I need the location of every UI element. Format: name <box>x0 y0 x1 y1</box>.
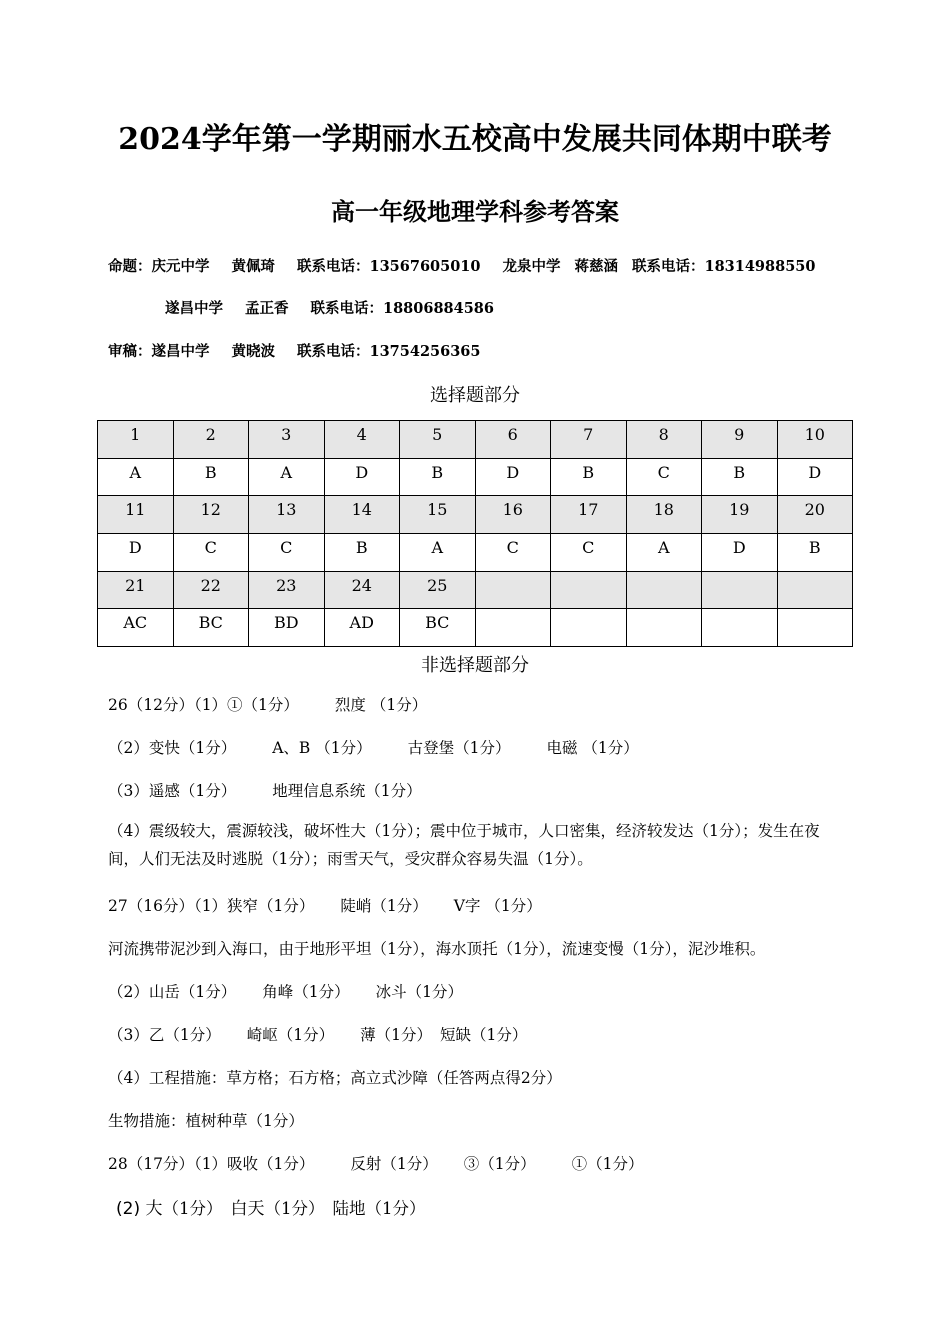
q26-part3-answer-b: 地理信息系统（1分） <box>272 782 422 800</box>
question-number-cell <box>626 571 702 609</box>
credit-reviewer-school: 审稿：遂昌中学 <box>108 343 210 360</box>
question-number-cell <box>475 571 551 609</box>
question-number-row <box>98 421 853 459</box>
q26-line-2 <box>108 736 639 758</box>
q27-part3-answer-d: 短缺（1分） <box>439 1026 528 1044</box>
q27-part3-answer-c: 薄（1分） <box>360 1026 432 1044</box>
answer-cell: C <box>249 534 325 572</box>
q28-part2-score-b: （1分） <box>264 1199 325 1218</box>
credit-author3-phone: 联系电话：18806884586 <box>310 300 494 317</box>
answer-cell <box>777 609 853 647</box>
answer-cell: D <box>475 458 551 496</box>
answer-cell: B <box>324 534 400 572</box>
question-number-cell: 7 <box>551 421 627 459</box>
q27-line-4 <box>108 1023 527 1045</box>
q28-part2-answer-a: (2) 大 <box>116 1199 163 1219</box>
page-subtitle: 高一年级地理学科参考答案 <box>331 197 619 226</box>
q27-line-5: （4）工程措施：草方格；石方格；高立式沙障（任答两点得2分） <box>108 1069 562 1087</box>
q26-line-1 <box>108 693 427 715</box>
answer-cell <box>626 609 702 647</box>
answer-cell: BC <box>173 609 249 647</box>
question-number-cell: 6 <box>475 421 551 459</box>
question-number-cell: 8 <box>626 421 702 459</box>
q26-part1-answer: 26（12分）（1）①（1分） <box>108 696 299 714</box>
credit-author3-name: 孟正香 <box>245 300 289 317</box>
question-number-cell: 25 <box>400 571 476 609</box>
credit-author2-school: 龙泉中学 <box>502 258 561 275</box>
q26-part4-answer: （4）震级较大，震源较浅，破坏性大（1分）；震中位于城市，人口密集，经济较发达（1分）；发生在夜间，人们无法及时逃脱（1分）；雨雪天气，受灾群众容易失温（1分）。 <box>108 822 820 868</box>
q28-part1-answer-a: 28（17分）（1）吸收（1分） <box>108 1155 315 1173</box>
question-number-cell: 9 <box>702 421 778 459</box>
question-number-cell <box>551 571 627 609</box>
q26-line-3 <box>108 779 422 801</box>
q27-part2-answer-b: 角峰（1分） <box>262 983 350 1001</box>
answer-cell: C <box>475 534 551 572</box>
q28-part2-answer-c: 陆地（1分） <box>332 1199 426 1218</box>
answer-cell: C <box>551 534 627 572</box>
answer-cell: D <box>324 458 400 496</box>
q28-part1-answer-b: 反射（1分） <box>350 1155 438 1173</box>
answer-cell: B <box>551 458 627 496</box>
answer-cell: D <box>702 534 778 572</box>
answer-row <box>98 609 853 647</box>
q28-part2-answer-b: 白天 <box>230 1199 265 1219</box>
credit-author2-phone: 联系电话：18314988550 <box>631 258 816 275</box>
answer-cell <box>475 609 551 647</box>
q26-part2-answer-d: 电磁 （1分） <box>546 739 639 757</box>
credit-author2-name: 蒋慈涵 <box>574 258 618 275</box>
answer-cell: D <box>98 534 174 572</box>
question-number-cell: 2 <box>173 421 249 459</box>
question-number-cell: 17 <box>551 496 627 534</box>
question-number-cell: 4 <box>324 421 400 459</box>
question-number-cell: 19 <box>702 496 778 534</box>
question-number-cell: 13 <box>249 496 325 534</box>
question-number-cell: 15 <box>400 496 476 534</box>
q27-part2-answer-c: 冰斗（1分） <box>375 983 463 1001</box>
q27-line-2: 河流携带泥沙到入海口，由于地形平坦（1分），海水顶托（1分），流速变慢（1分），泥沙堆积。 <box>108 940 766 958</box>
answer-cell <box>702 609 778 647</box>
q27-line-6: 生物措施：植树种草（1分） <box>108 1112 304 1130</box>
question-number-cell: 21 <box>98 571 174 609</box>
credits-line-3 <box>108 340 502 361</box>
question-number-cell: 3 <box>249 421 325 459</box>
question-number-cell: 1 <box>98 421 174 459</box>
q28-line-1 <box>108 1152 644 1174</box>
answer-cell: B <box>173 458 249 496</box>
question-number-cell: 11 <box>98 496 174 534</box>
answer-cell: A <box>400 534 476 572</box>
q26-part3-answer-a: （3）遥感（1分） <box>108 782 237 800</box>
question-number-cell: 12 <box>173 496 249 534</box>
q27-part1-answer-c: V字 （1分） <box>453 897 542 915</box>
question-number-cell: 14 <box>324 496 400 534</box>
answer-cell: A <box>249 458 325 496</box>
answer-cell: AC <box>98 609 174 647</box>
question-number-cell: 16 <box>475 496 551 534</box>
answer-cell: A <box>626 534 702 572</box>
answer-cell: BC <box>400 609 476 647</box>
answer-cell <box>551 609 627 647</box>
credits-line-2 <box>165 297 516 318</box>
question-number-cell: 23 <box>249 571 325 609</box>
q27-part1-answer-b: 陡峭（1分） <box>340 897 428 915</box>
q27-part2-answer-a: （2）山岳（1分） <box>108 983 237 1001</box>
choice-answer-table <box>97 420 853 647</box>
q26-part1-answer-b: 烈度 （1分） <box>334 696 428 714</box>
q27-part3-answer-a: （3）乙（1分） <box>108 1026 221 1044</box>
page-title: 2024学年第一学期丽水五校高中发展共同体期中联考 <box>118 122 832 157</box>
question-number-cell <box>777 571 853 609</box>
answer-row <box>98 458 853 496</box>
nonchoice-section-heading: 非选择题部分 <box>421 655 529 676</box>
answer-cell: B <box>777 534 853 572</box>
q26-part2-answer-a: （2）变快（1分） <box>108 739 237 757</box>
q27-line-3 <box>108 980 463 1002</box>
q27-part1-answer-a: 27（16分）（1）狭窄（1分） <box>108 897 315 915</box>
answer-cell: AD <box>324 609 400 647</box>
question-number-cell: 5 <box>400 421 476 459</box>
answer-cell: B <box>702 458 778 496</box>
credits-line-1 <box>108 255 837 276</box>
q26-part2-answer-b: A、B （1分） <box>272 739 372 757</box>
answer-row <box>98 534 853 572</box>
q28-part1-answer-c: ③（1分） <box>463 1155 536 1173</box>
q27-part3-answer-b: 崎岖（1分） <box>246 1026 335 1044</box>
q28-part1-answer-d: ①（1分） <box>571 1155 644 1173</box>
answer-cell: C <box>173 534 249 572</box>
question-number-cell: 24 <box>324 571 400 609</box>
credit-author3-school: 遂昌中学 <box>165 300 223 317</box>
question-number-cell <box>702 571 778 609</box>
answer-cell: D <box>777 458 853 496</box>
question-number-cell: 10 <box>777 421 853 459</box>
q27-line-1 <box>108 894 542 916</box>
question-number-row <box>98 496 853 534</box>
answer-cell: B <box>400 458 476 496</box>
answer-cell: C <box>626 458 702 496</box>
question-number-cell: 22 <box>173 571 249 609</box>
question-number-cell: 20 <box>777 496 853 534</box>
credit-author-phone: 联系电话：13567605010 <box>297 258 481 275</box>
credit-author-school: 命题：庆元中学 <box>108 258 210 275</box>
credit-reviewer-name: 黄晓波 <box>231 343 275 360</box>
q26-part2-answer-c: 古登堡（1分） <box>407 739 511 757</box>
answer-cell: A <box>98 458 174 496</box>
q28-part2-score-a: （1分） <box>162 1199 223 1218</box>
q28-line-2 <box>116 1194 425 1219</box>
choice-section-heading: 选择题部分 <box>430 385 520 406</box>
answer-cell: BD <box>249 609 325 647</box>
credit-author-name: 黄佩琦 <box>231 258 275 275</box>
question-number-row <box>98 571 853 609</box>
credit-reviewer-phone: 联系电话：13754256365 <box>297 343 481 360</box>
question-number-cell: 18 <box>626 496 702 534</box>
